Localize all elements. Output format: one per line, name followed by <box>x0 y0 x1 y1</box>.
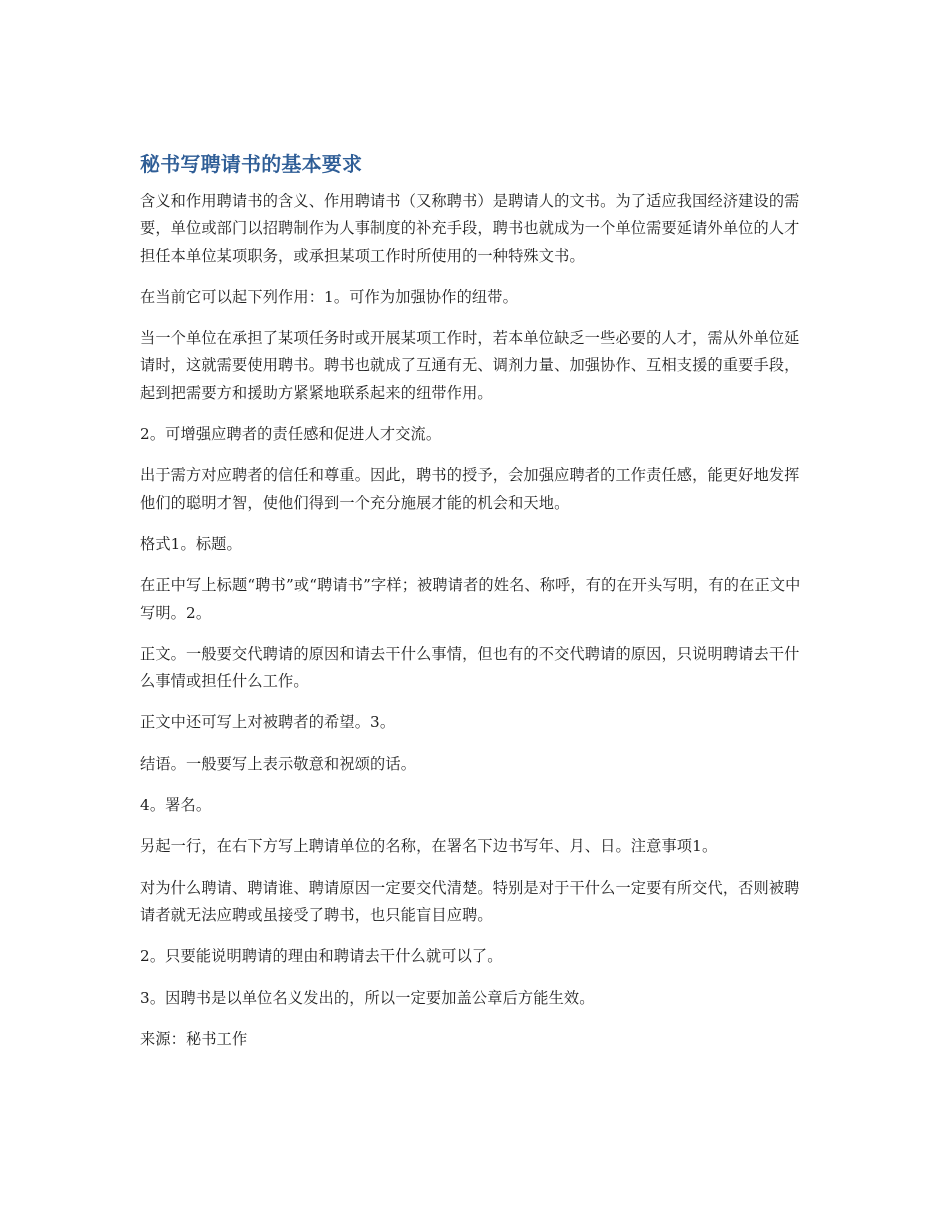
paragraph-definition: 含义和作用聘请书的含义、作用聘请书（又称聘书）是聘请人的文书。为了适应我国经济建设的需要，单位或部门以招聘制作为人事制度的补充手段，聘书也就成为一个单位需要延请外单位的人才担任本单位某项职务，或承担某项工作时所使用的一种特殊文书。 <box>140 192 800 265</box>
paragraph-body-hope: 正文中还可写上对被聘者的希望。3。 <box>140 713 396 732</box>
paragraph-responsibility: 出于需方对应聘者的信任和尊重。因此，聘书的授予，会加强应聘者的工作责任感，能更好地发挥他们的聪明才智，使他们得到一个充分施展才能的机会和天地。 <box>140 466 800 512</box>
paragraph-signature: 4。署名。 <box>140 796 212 815</box>
paragraph-signature-detail: 另起一行，在右下方写上聘请单位的名称，在署名下边书写年、月、日。注意事项1。 <box>140 837 718 856</box>
paragraph-note-3: 3。因聘书是以单位名义发出的，所以一定要加盖公章后方能生效。 <box>140 988 595 1007</box>
paragraph-note-1: 对为什么聘请、聘请谁、聘请原因一定要交代清楚。特别是对于干什么一定要有所交代，否则被聘请者就无法应聘或虽接受了聘书，也只能盲目应聘。 <box>140 878 800 924</box>
document-title: 秘书写聘请书的基本要求 <box>140 152 363 176</box>
paragraph-title-detail: 在正中写上标题“聘书”或“聘请书”字样；被聘请者的姓名、称呼，有的在开头写明，有的在正文中写明。2。 <box>140 576 801 622</box>
paragraph-cooperation: 当一个单位在承担了某项任务时或开展某项工作时，若本单位缺乏一些必要的人才，需从外单位延请时，这就需要使用聘书。聘书也就成了互通有无、调剂力量、加强协作、互相支援的重要手段，起到把需要方和援助方紧紧地联系起来的纽带作用。 <box>140 329 800 402</box>
paragraph-source: 来源：秘书工作 <box>140 1029 248 1048</box>
paragraph-note-2: 2。只要能说明聘请的理由和聘请去干什么就可以了。 <box>140 947 503 966</box>
paragraph-body: 正文。一般要交代聘请的原因和请去干什么事情，但也有的不交代聘请的原因，只说明聘请去干什么事情或担任什么工作。 <box>140 644 800 691</box>
document-page <box>140 148 812 1067</box>
paragraph-functions-intro: 在当前它可以起下列作用：1。可作为加强协作的纽带。 <box>140 287 518 306</box>
paragraph-format-title: 格式1。标题。 <box>140 534 242 553</box>
paragraph-function-2: 2。可增强应聘者的责任感和促进人才交流。 <box>140 425 442 444</box>
paragraph-closing: 结语。一般要写上表示敬意和祝颂的话。 <box>140 754 417 773</box>
